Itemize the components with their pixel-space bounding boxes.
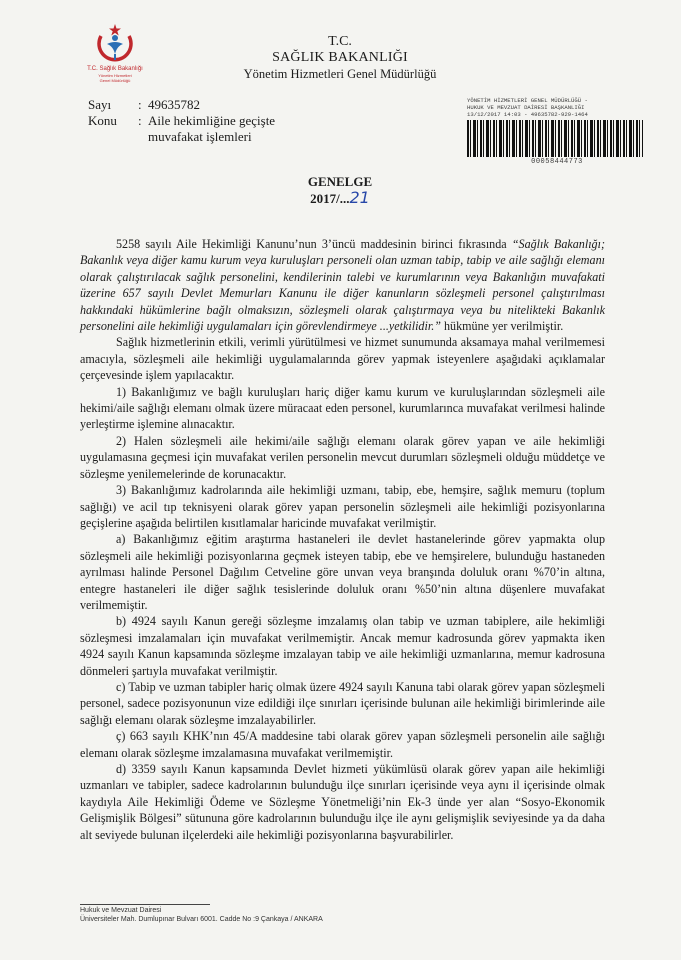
footer [80, 906, 323, 924]
sayi-value: 49635782 [148, 97, 200, 112]
letterhead-tc: T.C. [328, 34, 352, 49]
stamp-line-3: 13/12/2017 14:03 - 49635782-929-1464 [467, 111, 588, 118]
logo-org-text: T.C. Sağlık Bakanlığı [87, 66, 143, 72]
footer-department: Hukuk ve Mevzuat Dairesi [80, 907, 162, 914]
paragraph-10: d) 3359 sayılı Kanun kapsamında Devlet hizmeti yükümlüsü olarak görev yapan aile hekimliği uzmanları ve tabipler, sadece kadrolarının bulunduğu ilçe sınırları içerisinde veya aynı il içerisinde olmak kaydıyla Aile Hekimliği Ödeme ve Sözleşme Yönetmeliği’nin Ek-3 ünde yer alan “Sosyo-Ekonomik Gelişmişlik Bölgesi” sütununa göre kadrolarının bulunduğu ilçe ile aynı gelişmişlik seviyesinde ya da daha alt seviyede bulunan ilçelerdeki aile hekimliği pozisyonlarına başvurabilirler. [80, 762, 605, 842]
sayi-row [88, 97, 275, 113]
paragraph-1-end: hükmüne yer verilmiştir. [440, 319, 564, 334]
paragraph-1-intro: 5258 sayılı Aile Hekimliği Kanunu’nun 3’üncü maddesinin birinci fıkrasında [116, 237, 512, 251]
registry-stamp [467, 97, 647, 166]
konu-colon: : [138, 113, 142, 128]
document-title [280, 174, 400, 207]
document-meta [88, 97, 275, 145]
paragraph-1-quote: “Sağlık Bakanlığı; Bakanlık veya diğer kamu kurum veya kuruluşları personeli olan uzman tabip, tabip ve aile sağlığı elemanı olarak çalıştırılacak sağlık personelini, kendilerinin talebi ve kurumlarının veya Bakanlığın muvafakati üzerine 657 sayılı Devlet Memurları Kanunu ile diğer kanunların sözleşmeli personel çalıştırılması hakkındaki hükümlerine bağlı olmaksızın, sözleşmeli olarak çalıştırmaya veya bu nitelikteki Bakanlık personelini aile hekimliği uygulamaları için görevlendirmeye ...yetkilidir.” [80, 237, 605, 334]
logo-sub-text-1: Yönetim Hizmetleri [98, 73, 132, 78]
letterhead [200, 34, 480, 82]
ministry-logo [80, 22, 150, 83]
paragraph-9: ç) 663 sayılı KHK’nın 45/A maddesine tabi olarak görev yapan sözleşmeli personelin aile sağlığı elemanı olarak sözleşme imzalamasına muvafakat verilmemiştir. [80, 729, 605, 760]
footer-address: Üniversiteler Mah. Dumlupınar Bulvarı 6001. Cadde No :9 Çankaya / ANKARA [80, 916, 323, 923]
genelge-number-prefix: 2017/... [310, 191, 350, 206]
logo-sub-text-2: Genel Müdürlüğü [99, 78, 131, 83]
paragraph-6: a) Bakanlığımız eğitim araştırma hastaneleri ile devlet hastanelerinde görev yapmakta olup sözleşmeli aile hekimliği pozisyonlarına geçmek isteyen tabip, ebe ve hemşirelere, bulunduğu hastaneden ayrılması halinde Personel Dağılım Cetveline göre unvan veya branşında doluluk oranı %70’in altına, entegre hastaneleri ile diğer sağlık tesislerinde doluluk oranı %50’nin altına düşenlere muvafakat verilmemiştir. [80, 532, 605, 612]
stamp-line-1: YÖNETİM HİZMETLERİ GENEL MÜDÜRLÜĞÜ - [467, 97, 588, 104]
footer-divider [80, 904, 210, 905]
konu-label: Konu [88, 113, 117, 128]
barcode-number: 00058444773 [531, 158, 583, 166]
paragraph-2: Sağlık hizmetlerinin etkili, verimli yürütülmesi ve hizmet sunumunda aksamaya mahal verilmemesi amacıyla, sözleşmeli aile hekimliği uygulamalarında görev yapmak isteyenlere aşağıdaki açıklamalar çerçevesinde işlem yapılacaktır. [80, 335, 605, 383]
genelge-number [280, 190, 400, 207]
barcode-icon [467, 120, 643, 157]
genelge-heading: GENELGE [307, 174, 373, 189]
handwritten-number: 21 [349, 188, 370, 207]
konu-row [88, 113, 275, 129]
paragraph-8: c) Tabip ve uzman tabipler hariç olmak üzere 4924 sayılı Kanuna tabi olarak görev yapan sözleşmeli personel, sadece pozisyonunun vize edildiği ilçe sınırları içerisinde bulunan aile hekimliği birimlerinde aile sağlığı elemanı olarak sözleşme imzalayabilirler. [80, 679, 605, 727]
letterhead-directorate: Yönetim Hizmetleri Genel Müdürlüğü [243, 67, 437, 81]
stamp-line-2: HUKUK VE MEVZUAT DAİRESİ BAŞKANLIĞI [467, 104, 585, 111]
paragraph-7: b) 4924 sayılı Kanun gereği sözleşme imzalamış olan tabip ve uzman tabiplere, aile hekimliği sözleşmesi imzalamaları için muvafakat verilmemiştir. Ancak memur kadrosunda görev yapmakta iken 4924 sayılı Kanun kapsamında sözleşme imzalayan tabip ve aile hekimliği uzmanlarına, memur kadrosuna dönmeleri şartıyla muvafakat verilmiştir. [80, 614, 605, 678]
document-body [80, 236, 605, 843]
sayi-label: Sayı [88, 97, 112, 112]
paragraph-3: 1) Bakanlığımız ve bağlı kuruluşları hariç diğer kamu kurum ve kuruluşlarından sözleşmeli aile hekimi/aile sağlığı elemanı olmak üzere müracaat eden personel, kurumlarınca muvafakat verilmesi halinde yerleştirme işlemine alınacaktır. [80, 384, 605, 432]
letterhead-ministry: SAĞLIK BAKANLIĞI [272, 50, 408, 65]
paragraph-4: 2) Halen sözleşmeli aile hekimi/aile sağlığı elemanı olarak görev yapan ve aile hekimliği uygulamasına geçmesi için muvafakat verilen personelin mevcut durumları sözleşmeli olduğu müddetçe ve sözleşme yenilemelerinde de korunacaktır. [80, 433, 605, 481]
konu-value-continued: muvafakat işlemleri [148, 129, 252, 144]
sayi-colon: : [138, 97, 142, 112]
paragraph-1 [80, 236, 605, 334]
konu-value: Aile hekimliğine geçişte [148, 113, 276, 128]
ministry-emblem-icon [93, 22, 137, 66]
paragraph-5: 3) Bakanlığımız kadrolarında aile hekimliği uzmanı, tabip, ebe, hemşire, sağlık memuru (toplum sağlığı) ve acil tıp teknisyeni olarak görev yapan personelin sözleşmeli aile hekimliği pozisyonlarına geçişlerine aşağıda belirtilen kısıtlamalar haricinde muvafakat verilmiştir. [80, 483, 605, 530]
